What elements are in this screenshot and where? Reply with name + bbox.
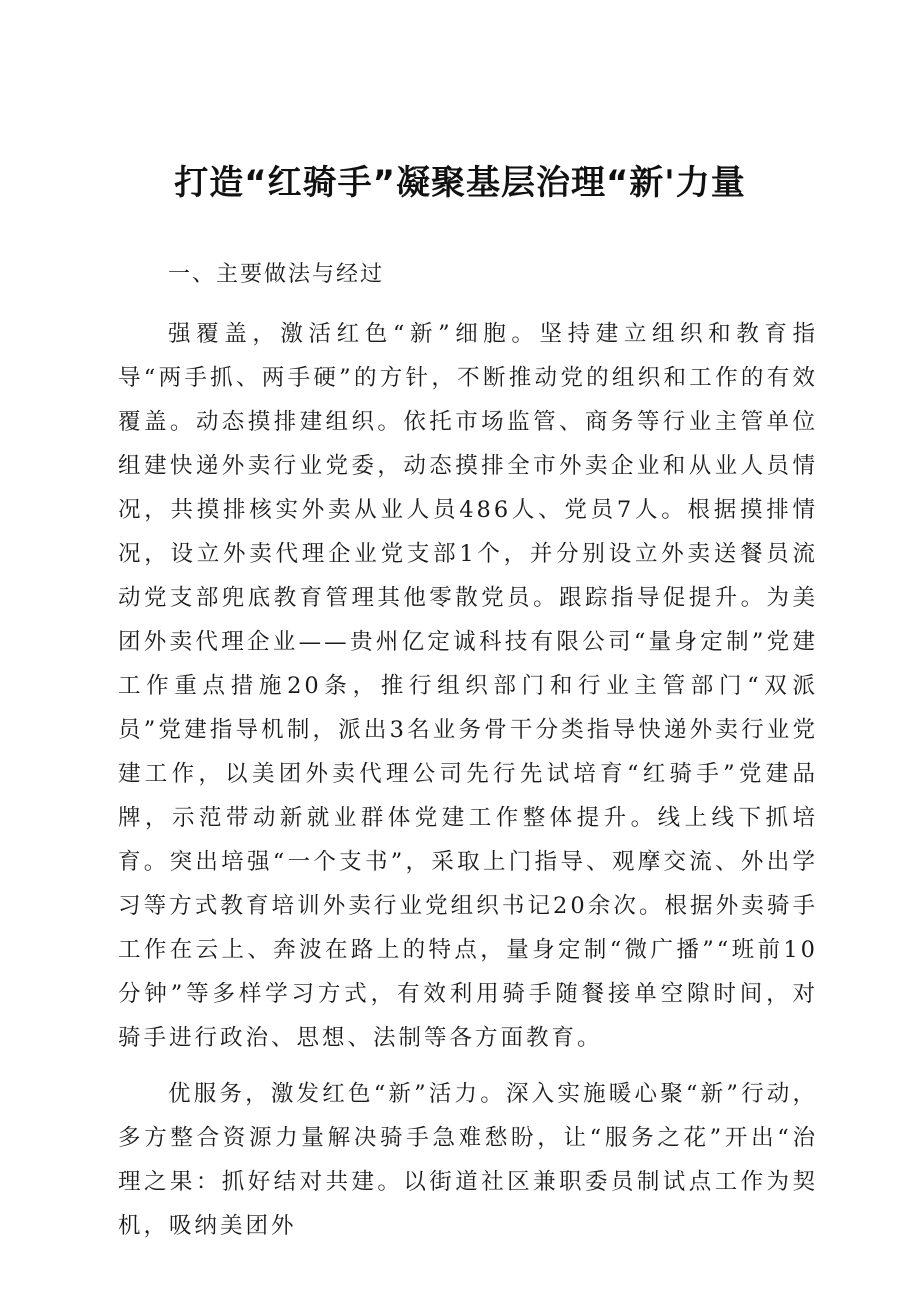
section-heading: 一、主要做法与经过 xyxy=(168,262,385,287)
body-paragraph: 强覆盖，激活红色“新”细胞。坚持建立组织和教育指导“两手抓、两手硬”的方针，不断推动党的组织和工作的有效覆盖。动态摸排建组织。依托市场监管、商务等行业主管单位组建快递外卖行业党委，动态摸排全市外卖企业和从业人员情况，共摸排核实外卖从业人员486人、党员7人。根据摸排情况，设立外卖代理企业党支部1个，并分别设立外卖送餐员流动党支部兜底教育管理其他零散党员。跟踪指导促提升。为美团外卖代理企业——贵州亿定诚科技有限公司“量身定制”党建工作重点措施20条，推行组织部门和行业主管部门“双派员”党建指导机制，派出3名业务骨干分类指导快递外卖行业党建工作，以美团外卖代理公司先行先试培育“红骑手”党建品牌，示范带动新就业群体党建工作整体提升。线上线下抓培育。突出培强“一个支书”，采取上门指导、观摩交流、外出学习等方式教育培训外卖行业党组织书记20余次。根据外卖骑手工作在云上、奔波在路上的特点，量身定制“微广播”“班前10分钟”等多样学习方式，有效利用骑手随餐接单空隙时间，对骑手进行政治、思想、法制等各方面教育。 xyxy=(118,321,818,1051)
document-title: 打造“红骑手”凝聚基层治理“新'力量 xyxy=(174,163,746,203)
body-paragraph: 优服务，激发红色“新”活力。深入实施暖心聚“新”行动，多方整合资源力量解决骑手急难愁盼，让“服务之花”开出“治理之果：抓好结对共建。以街道社区兼职委员制试点工作为契机，吸纳美团外 xyxy=(118,1081,818,1239)
document-body xyxy=(118,255,818,1248)
